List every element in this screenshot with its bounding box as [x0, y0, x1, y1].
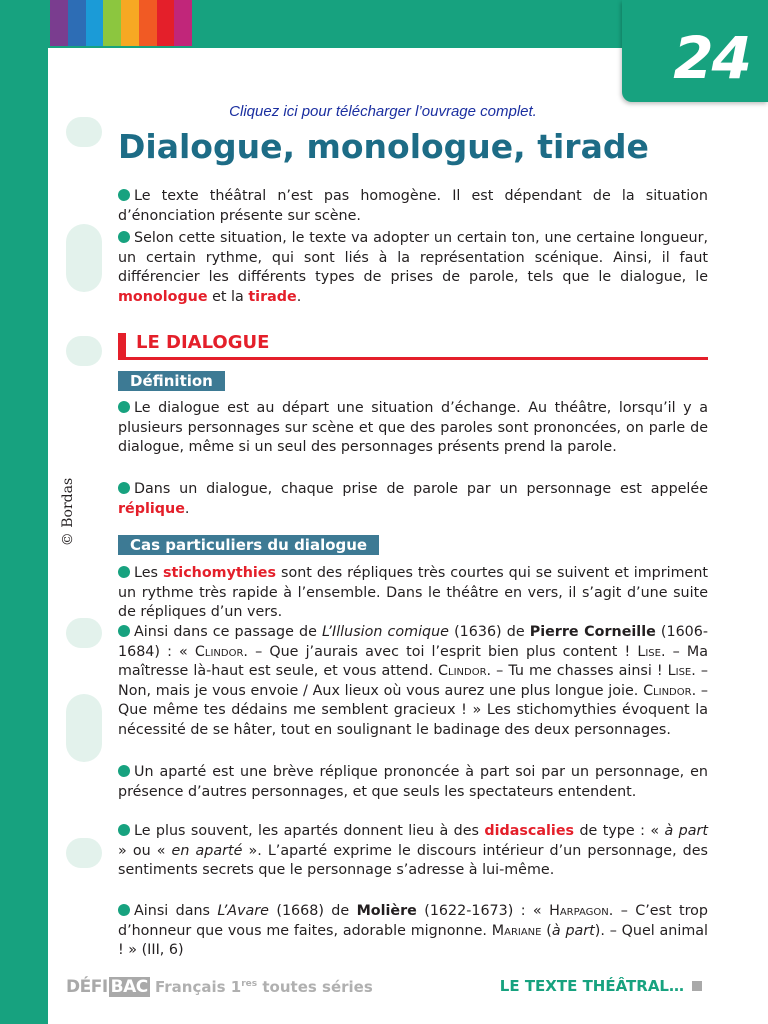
definition-paragraph-1: Le dialogue est au départ une situation d’échange. Au théâtre, lorsqu’il y a plusieurs personnages sur scène et que des paroles sont prononcées, on parle de dialogue, même si un seul des personnages présents prend la parole. [118, 400, 708, 455]
cas-paragraph-2: Ainsi dans ce passage de L’Illusion comique (1636) de Pierre Corneille (1606-1684) : « Clindor. – Que j’aurais avec toi l’esprit bien plus content ! Lise. – Ma maîtresse là-haut est seule, et vous attend. Clindor. – Tu me chasses ainsi ! Lise. – Non, mais je vous envoie / Aux lieux où vous aurez une plus longue joie. Clindor. – Que même tes dédains me semblent gracieux ! » Les stichomythies évoquent la nécessité de se hâter, tout en soulignant le badinage des deux personnages. [118, 624, 709, 738]
term-replique: réplique [118, 500, 185, 517]
copyright-notice: © Bordas [60, 477, 76, 547]
definition-paragraph-2: Dans un dialogue, chaque prise de parole par un personnage est appelée réplique. [118, 481, 708, 517]
color-stripe [174, 0, 192, 46]
defibac-logo: DÉFI BAC [66, 977, 148, 997]
bullet-dot-icon [118, 904, 130, 916]
color-stripe [68, 0, 86, 46]
cas-paragraph-4: Le plus souvent, les apartés donnent lieu à des didascalies de type : « à part » ou « en aparté ». L’aparté exprime le discours intérieur d’un personnage, des sentiments secrets que le personnage s’adresse à lui-même. [118, 823, 709, 878]
color-stripe [121, 0, 139, 46]
section-title: LE DIALOGUE [136, 332, 270, 353]
color-stripe [50, 0, 68, 46]
cas-paragraph-1: Les stichomythies sont des répliques très courtes qui se suivent et impriment un rythme très rapide à l’ensemble. Dans le théâtre en vers, il s’agit d’une suite de répliques d’un vers. [118, 565, 708, 620]
term-tirade: tirade [248, 288, 297, 305]
section-bar [118, 333, 126, 357]
author-corneille: Pierre Corneille [529, 624, 656, 640]
square-icon [692, 981, 702, 991]
margin-pill [66, 618, 102, 648]
color-stripe [157, 0, 175, 46]
bullet-dot-icon [118, 189, 130, 201]
cas-paragraph-3: Un aparté est une brève réplique prononcée à part soi par un personnage, en présence d’autres personnages, et que seuls les spectateurs entendent. [118, 764, 708, 800]
section-heading-dialogue [118, 331, 708, 360]
color-stripe [139, 0, 157, 46]
margin-pill [66, 117, 102, 147]
term-didascalies: didascalies [484, 823, 575, 839]
term-stichomythies: stichomythies [162, 565, 277, 581]
color-stripe [103, 0, 121, 46]
margin-pill [66, 224, 102, 292]
bullet-dot-icon [118, 824, 130, 836]
intro-paragraph-1: Le texte théâtral n’est pas homogène. Il est dépendant de la situation d’énonciation présente sur scène. [118, 188, 708, 224]
intro-paragraph-2: Selon cette situation, le texte va adopter un certain ton, une certaine longueur, un certain rythme, qui sont liés à la représentation scénique. Ainsi, il faut différencier les différents types de prises de parole, tels que le dialogue, le monologue et la tirade. [118, 230, 708, 305]
bullet-dot-icon [118, 765, 130, 777]
subheading-cas-particuliers: Cas particuliers du dialogue [118, 535, 379, 555]
page-title: Dialogue, monologue, tirade [118, 127, 649, 166]
page-number-tab [622, 0, 768, 102]
subheading-definition: Définition [118, 371, 225, 391]
margin-pill [66, 694, 102, 762]
margin-pill [66, 838, 102, 868]
download-link[interactable]: Cliquez ici pour télécharger l’ouvrage complet. [229, 103, 537, 120]
color-stripe [86, 0, 104, 46]
bullet-dot-icon [118, 401, 130, 413]
margin-pill [66, 336, 102, 366]
author-moliere: Molière [356, 903, 417, 919]
bullet-dot-icon [118, 231, 130, 243]
left-green-band [0, 0, 48, 1024]
color-stripes [50, 0, 192, 46]
bullet-dot-icon [118, 566, 130, 578]
page-number: 24 [673, 24, 750, 92]
bullet-dot-icon [118, 482, 130, 494]
term-monologue: monologue [118, 288, 208, 305]
footer-series: DÉFI BAC Français 1res toutes séries [66, 977, 373, 997]
bullet-dot-icon [118, 625, 130, 637]
cas-paragraph-5: Ainsi dans L’Avare (1668) de Molière (1622-1673) : « Harpagon. – C’est trop d’honneur que vous me faites, adorable mignonne. Mariane (à part). – Quel animal ! » (III, 6) [118, 903, 708, 958]
footer-chapter: LE TEXTE THÉÂTRAL… [500, 977, 702, 995]
